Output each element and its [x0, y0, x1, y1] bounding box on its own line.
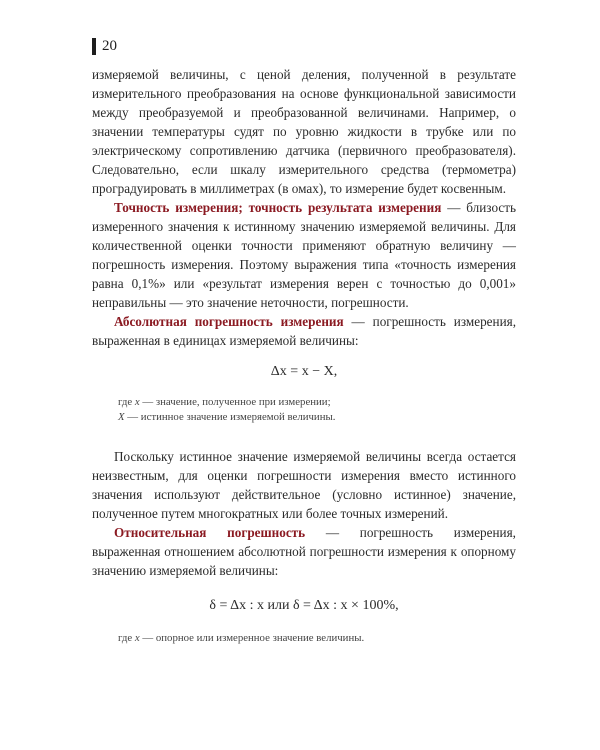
definition-relative-error: — погрешность измерения, выраженная отношением абсолютной погрешности измерения к опорному значению измеряемой величины:	[92, 525, 516, 578]
formula-relative-error: δ = Δx : x или δ = Δx : x × 100%,	[209, 598, 399, 613]
formula-note-2	[92, 410, 516, 425]
note-variable: X	[118, 411, 125, 423]
paragraph-accuracy	[92, 198, 516, 312]
formula-note-1	[92, 395, 516, 410]
formula-note-3	[92, 631, 516, 646]
page-number: 20	[102, 38, 117, 54]
note-variable: x	[134, 396, 140, 408]
term-absolute-error: Абсолютная погрешность измерения	[114, 314, 344, 329]
paragraph-true-value: Поскольку истинное значение измеряемой величины всегда остается неизвестным, для оценки погрешности измерения вместо истинного значения используют действительное (условно истинное) значение, полученное путем многократных или более точных измерений.	[92, 449, 516, 521]
note-text: — опорное или измеренное значение величины.	[139, 632, 365, 644]
page-marker-bar	[92, 38, 96, 55]
note-text: — значение, полученное при измерении;	[139, 396, 331, 408]
note-variable: x	[134, 632, 140, 644]
definition-accuracy: — близость измеренного значения к истинному значению измеряемой величины. Для количественной оценки точности применяют обратную величину — погрешность измерения. Поэтому выражения типа «точность измерения равна 0,1%» или «результат измерения верен с точностью до 0,001» неправильны — это значение неточности, погрешности.	[92, 200, 516, 310]
note-prefix: где	[118, 396, 135, 408]
page-body	[92, 65, 516, 646]
term-relative-error: Относительная погрешность	[114, 525, 306, 540]
paragraph-relative-error	[92, 523, 516, 580]
definition-absolute-error: — погрешность измерения, выраженная в единицах измеряемой величины:	[92, 314, 516, 348]
term-accuracy: Точность измерения; точность результата измерения	[114, 200, 442, 215]
paragraph-absolute-error	[92, 312, 516, 350]
paragraph-1: измеряемой величины, с ценой деления, полученной в результате измерительного преобразования на основе функциональной зависимости между преобразуемой и преобразованной величинами. Например, о значении температуры судят по уровню жидкости в трубке или по электрическому сопротивлению датчика (первичного преобразователя). Следовательно, если шкалу измерительного средства (термометра) проградуировать в миллиметрах (в омах), то измерение будет косвенным.	[92, 67, 516, 196]
formula-absolute-error: Δx = x − X,	[270, 364, 338, 379]
note-text: — истинное значение измеряемой величины.	[124, 411, 336, 423]
note-prefix: где	[118, 632, 135, 644]
